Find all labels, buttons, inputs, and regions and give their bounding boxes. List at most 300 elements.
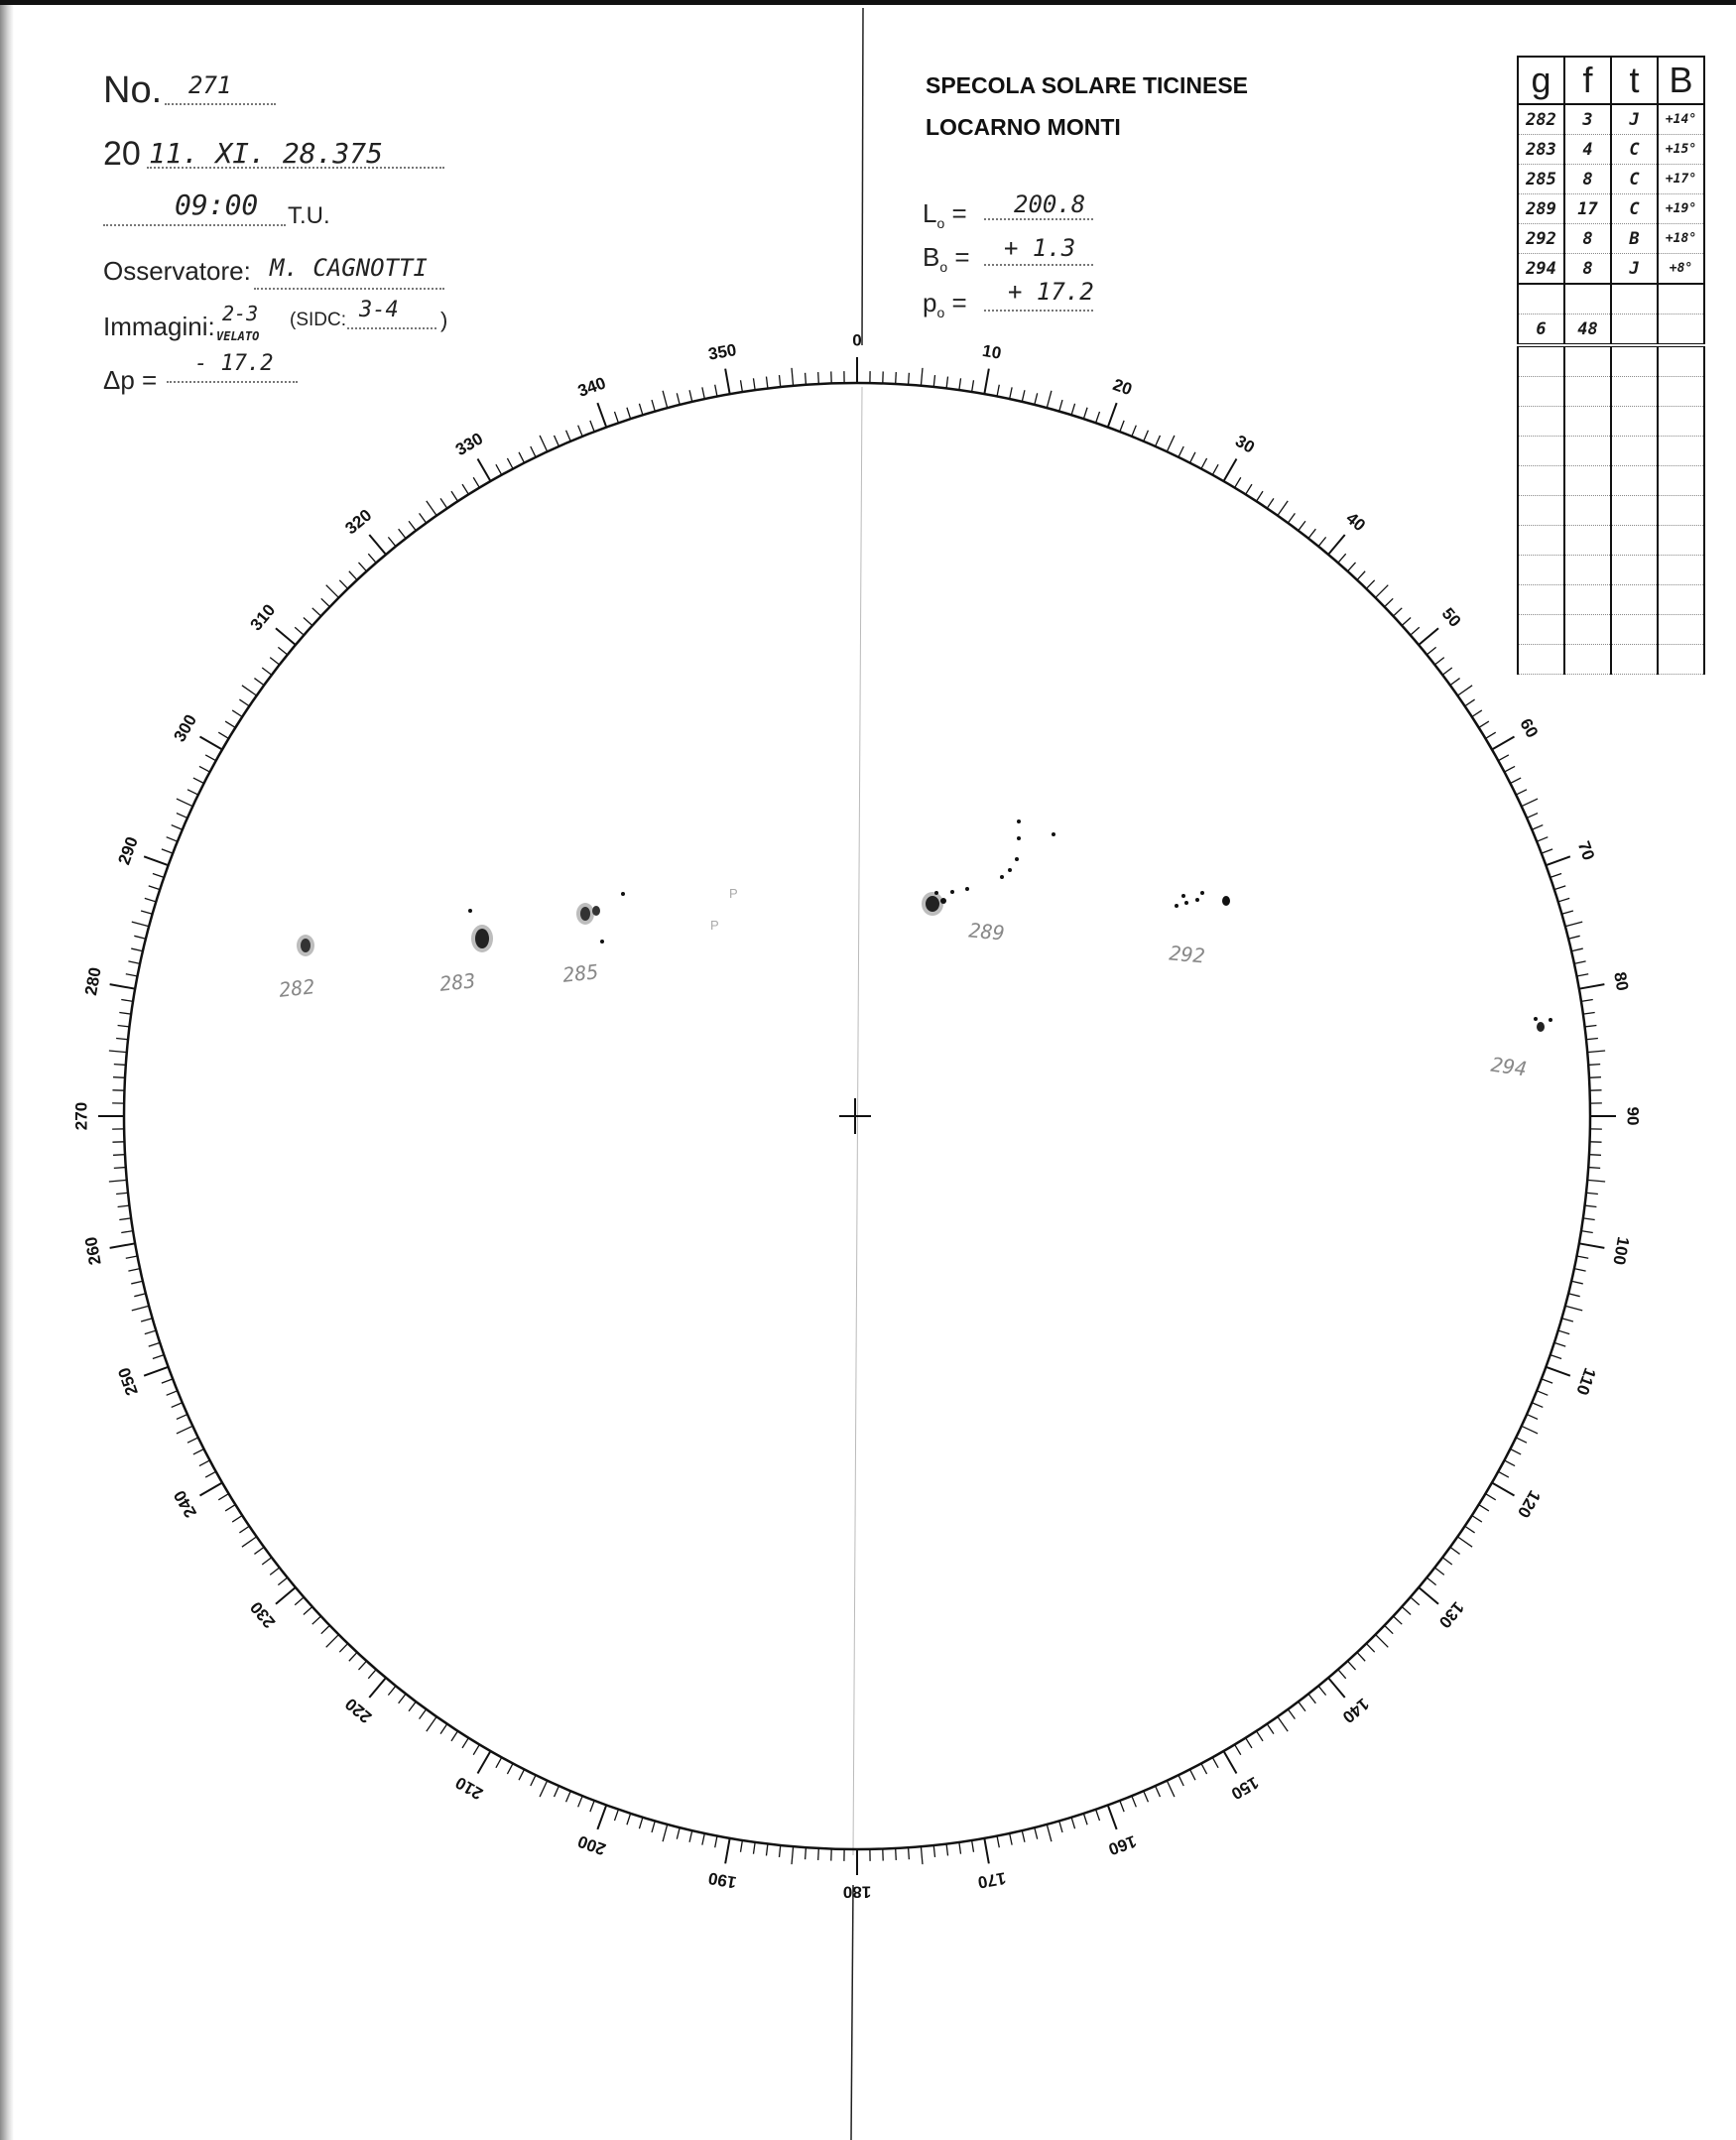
scale-tick xyxy=(792,1846,794,1864)
sunspot-group-label: 289 xyxy=(967,918,1006,945)
scale-tick xyxy=(116,1038,128,1039)
scale-tick xyxy=(167,1391,178,1395)
scale-tick xyxy=(1299,1701,1305,1711)
scale-tick xyxy=(1366,580,1374,589)
scale-tick xyxy=(242,686,257,695)
scale-tick xyxy=(540,436,548,451)
scale-tick xyxy=(1542,1379,1552,1383)
scale-tick xyxy=(1586,1038,1598,1039)
scale-tick xyxy=(1554,1342,1565,1346)
scale-tick xyxy=(1587,1051,1605,1053)
table-cell-f: 8 xyxy=(1564,254,1611,285)
scale-tick xyxy=(921,1846,923,1864)
scale-tick xyxy=(349,571,357,580)
sunspot xyxy=(934,891,938,895)
scale-tick xyxy=(193,1448,204,1453)
scale-tick xyxy=(496,1757,502,1767)
scale-tick xyxy=(1574,1269,1586,1271)
scale-tick xyxy=(1288,513,1295,523)
scale-tick xyxy=(1278,1716,1288,1731)
scale-tick xyxy=(689,1830,692,1842)
scale-tick xyxy=(507,1763,513,1774)
scale-tick xyxy=(1465,699,1475,706)
scale-tick xyxy=(134,936,146,939)
scale-tick xyxy=(172,825,183,830)
scale-tick xyxy=(715,1835,717,1847)
scale-tick xyxy=(409,1701,416,1711)
scale-tick xyxy=(427,1716,436,1731)
scale-tick xyxy=(162,849,173,853)
scale-tick xyxy=(1402,617,1411,625)
images-value: 2-3 xyxy=(222,302,259,325)
scale-tick xyxy=(295,627,304,635)
scale-tick xyxy=(1426,1577,1435,1585)
scale-tick xyxy=(218,1494,228,1500)
scale-label: 40 xyxy=(1342,508,1370,536)
scale-tick xyxy=(116,1193,128,1194)
scale-tick xyxy=(1212,464,1218,474)
scale-tick xyxy=(896,372,897,384)
table-cell-g: 282 xyxy=(1518,104,1564,135)
scale-tick xyxy=(109,1051,127,1053)
scale-tick xyxy=(1120,1801,1124,1812)
scale-tick xyxy=(1479,1505,1489,1511)
scale-tick xyxy=(187,790,198,795)
sunspot xyxy=(1537,1022,1545,1032)
scale-tick xyxy=(1581,1231,1593,1233)
scale-tick xyxy=(1584,1205,1596,1206)
scale-tick xyxy=(1492,737,1515,750)
scale-tick xyxy=(177,799,192,807)
scale-tick xyxy=(1267,1724,1274,1734)
scale-label: 340 xyxy=(574,373,609,401)
scale-tick xyxy=(304,1606,312,1614)
scale-tick xyxy=(1096,1810,1100,1821)
scale-tick xyxy=(199,1483,222,1496)
scale-tick xyxy=(113,1155,125,1156)
scale-tick xyxy=(702,1833,704,1845)
scale-tick xyxy=(1411,1597,1420,1605)
scale-tick xyxy=(566,431,571,441)
table-cell-t: J xyxy=(1611,104,1658,135)
scale-tick xyxy=(1144,431,1149,441)
b0-value: + 1.3 xyxy=(1004,234,1076,262)
scale-label: 190 xyxy=(706,1868,738,1892)
scale-tick xyxy=(1568,936,1580,939)
scale-tick xyxy=(1581,1000,1593,1002)
scale-tick xyxy=(473,477,479,487)
scale-tick xyxy=(1587,1180,1605,1182)
stray-mark: P xyxy=(710,918,719,933)
scale-label: 120 xyxy=(1513,1486,1545,1522)
sunspot-group-label: 282 xyxy=(278,974,316,1002)
scale-tick xyxy=(262,1558,272,1565)
scale-tick xyxy=(896,1848,897,1860)
column-header-t: t xyxy=(1611,57,1658,104)
sunspot-group-label: 294 xyxy=(1489,1052,1529,1081)
scale-tick xyxy=(677,393,680,405)
scale-tick xyxy=(1546,1367,1569,1376)
scale-tick xyxy=(114,1065,126,1066)
column-header-f: f xyxy=(1564,57,1611,104)
scale-tick xyxy=(1558,1330,1569,1334)
sunspot xyxy=(1222,896,1230,906)
scale-tick xyxy=(1584,1025,1596,1026)
scale-tick xyxy=(1527,1415,1538,1420)
scale-tick xyxy=(1120,421,1124,432)
scale-tick xyxy=(321,598,330,606)
sidc-value: 3-4 xyxy=(359,298,399,322)
scale-tick xyxy=(946,1843,947,1855)
scale-tick xyxy=(1504,1460,1515,1466)
sunspot xyxy=(1195,898,1199,902)
scale-tick xyxy=(118,1025,130,1026)
scale-tick xyxy=(1589,1155,1601,1156)
scale-tick xyxy=(278,647,287,655)
scale-tick xyxy=(1434,1568,1443,1574)
scale-tick xyxy=(921,368,923,386)
scale-tick xyxy=(1167,436,1175,451)
table-cell-t: B xyxy=(1611,224,1658,254)
scale-tick xyxy=(677,1827,680,1839)
scale-tick xyxy=(199,737,222,750)
sunspot xyxy=(592,906,600,916)
scale-tick xyxy=(187,1438,198,1443)
scale-tick xyxy=(1189,452,1194,463)
scale-tick xyxy=(358,563,366,571)
delta-p-value: - 17.2 xyxy=(194,351,274,376)
scale-tick xyxy=(933,1845,934,1857)
scale-tick xyxy=(909,1847,910,1859)
scale-tick xyxy=(1224,1751,1237,1774)
scale-tick xyxy=(126,1256,138,1258)
scale-tick xyxy=(519,1769,524,1780)
scale-tick xyxy=(779,375,780,387)
scale-tick xyxy=(997,1835,999,1847)
scale-label: 30 xyxy=(1232,431,1258,457)
scale-tick xyxy=(1338,1670,1346,1679)
scale-tick xyxy=(715,385,717,397)
sunspot-drawings xyxy=(297,819,1552,1032)
scale-tick xyxy=(326,585,339,598)
l0-value: 200.8 xyxy=(1014,190,1086,218)
scale-tick xyxy=(540,1781,548,1797)
scale-tick xyxy=(1442,1558,1452,1565)
scale-tick xyxy=(132,922,149,927)
scale-label: 60 xyxy=(1516,715,1543,741)
scale-tick xyxy=(278,1577,287,1585)
scale-tick xyxy=(972,1840,974,1852)
scale-tick xyxy=(110,1243,136,1248)
sunspot xyxy=(1184,901,1188,905)
scale-tick xyxy=(1542,849,1552,853)
scale-tick xyxy=(1565,922,1582,927)
scale-tick xyxy=(1256,491,1263,501)
scale-tick xyxy=(1485,1494,1495,1500)
sunspot xyxy=(580,907,590,921)
scale-tick xyxy=(1574,961,1586,963)
sunspot xyxy=(301,939,310,952)
scale-tick xyxy=(177,814,187,818)
scale-tick xyxy=(1347,1661,1355,1670)
scale-tick xyxy=(933,375,934,387)
scale-tick xyxy=(1096,412,1100,423)
sidc-close: ) xyxy=(440,308,448,332)
vertical-axis-bottom xyxy=(851,1885,853,2140)
table-cell-b: +8° xyxy=(1658,254,1704,285)
sunspot xyxy=(926,896,939,912)
scale-tick xyxy=(1498,755,1508,761)
scale-tick xyxy=(1156,1786,1161,1797)
scale-label: 10 xyxy=(980,340,1003,363)
scale-label: 180 xyxy=(842,1882,872,1902)
scale-tick xyxy=(193,778,204,783)
scale-label: 280 xyxy=(81,965,105,997)
scale-tick xyxy=(1532,1403,1543,1408)
scale-tick xyxy=(555,1786,559,1797)
scale-tick xyxy=(254,679,264,686)
scale-tick xyxy=(478,458,491,481)
scale-tick xyxy=(663,1825,668,1841)
scale-tick xyxy=(1479,721,1489,727)
scale-tick xyxy=(753,378,755,390)
scale-tick xyxy=(639,404,643,415)
scale-tick xyxy=(368,1670,376,1679)
scale-tick xyxy=(1579,1243,1605,1248)
scale-tick xyxy=(440,498,447,508)
scale-tick xyxy=(462,484,468,494)
sunspot-group-label: 292 xyxy=(1168,941,1206,968)
scale-tick xyxy=(1465,1526,1475,1533)
table-cell-g: 294 xyxy=(1518,254,1564,285)
scale-tick xyxy=(1366,1644,1374,1653)
scale-tick xyxy=(1144,1791,1149,1802)
table-cell-f: 4 xyxy=(1564,135,1611,165)
scale-tick xyxy=(1442,668,1452,675)
sunspot xyxy=(600,940,604,944)
scale-tick xyxy=(496,464,502,474)
scale-label: 210 xyxy=(451,1772,487,1804)
scale-tick xyxy=(121,1000,133,1002)
scale-tick xyxy=(766,377,767,389)
scale-tick xyxy=(132,1306,149,1311)
scale-tick xyxy=(1071,404,1075,415)
scale-tick xyxy=(462,1738,468,1748)
scale-tick xyxy=(984,369,989,395)
scale-tick xyxy=(741,380,743,392)
scale-tick xyxy=(399,529,406,538)
scale-tick xyxy=(725,1838,730,1864)
scale-tick xyxy=(141,1319,153,1322)
sunspot xyxy=(940,898,946,904)
scale-tick xyxy=(909,373,910,385)
table-cell-b: +18° xyxy=(1658,224,1704,254)
observatory-name: SPECOLA SOLARE TICINESE xyxy=(926,72,1249,98)
sunspot xyxy=(468,909,472,913)
scale-tick xyxy=(126,974,138,976)
scale-tick xyxy=(1516,790,1527,795)
scale-tick xyxy=(1583,1012,1595,1014)
scale-tick xyxy=(177,1415,187,1420)
scale-tick xyxy=(959,378,961,390)
stray-mark: P xyxy=(729,886,738,901)
b0-label: $B_o$ = xyxy=(923,242,970,276)
scale-tick xyxy=(1516,1438,1527,1443)
scale-tick xyxy=(818,372,819,384)
scale-label: 270 xyxy=(71,1101,91,1131)
scale-tick xyxy=(276,628,296,645)
scale-tick xyxy=(1510,1448,1521,1453)
sunspot xyxy=(1200,891,1204,895)
table-cell-t: J xyxy=(1611,254,1658,285)
scale-tick xyxy=(369,535,386,555)
scale-tick xyxy=(519,452,524,463)
scale-label: 80 xyxy=(1610,970,1633,993)
scale-tick xyxy=(177,1426,192,1434)
table-total-cell: 48 xyxy=(1564,315,1611,346)
scale-tick xyxy=(1498,1471,1508,1477)
scale-tick xyxy=(1402,1606,1411,1614)
scale-tick xyxy=(149,886,160,890)
scale-tick xyxy=(984,1838,989,1864)
scale-tick xyxy=(1178,1775,1183,1786)
scale-tick xyxy=(119,1012,131,1014)
date-prefix: 20 xyxy=(103,135,141,173)
scale-label: 20 xyxy=(1110,374,1135,400)
scale-tick xyxy=(1246,1738,1252,1748)
scale-tick xyxy=(1527,814,1538,818)
scale-tick xyxy=(1167,1781,1175,1797)
scale-tick xyxy=(1189,1769,1194,1780)
scale-tick xyxy=(1472,710,1482,717)
scale-tick xyxy=(1347,563,1355,571)
scale-tick xyxy=(818,1848,819,1860)
scale-tick xyxy=(1537,837,1548,841)
scale-tick xyxy=(149,1342,160,1346)
scale-label: 350 xyxy=(706,340,738,364)
scale-tick xyxy=(1492,1483,1515,1496)
scale-tick xyxy=(409,521,416,531)
scale-tick xyxy=(121,1231,133,1233)
scale-tick xyxy=(614,412,618,423)
scale-tick xyxy=(652,1821,655,1832)
sunspot xyxy=(1017,819,1021,823)
scale-tick xyxy=(555,436,559,446)
sunspot xyxy=(965,887,969,891)
scale-label: 100 xyxy=(1609,1235,1633,1267)
scale-label: 320 xyxy=(341,505,376,539)
scale-tick xyxy=(254,1547,264,1554)
scale-tick xyxy=(1132,426,1136,437)
scale-label: 70 xyxy=(1573,838,1599,863)
scale-tick xyxy=(451,491,458,501)
scale-tick xyxy=(1308,529,1315,538)
scale-tick xyxy=(1589,1077,1601,1078)
scale-tick xyxy=(420,513,427,523)
scale-tick xyxy=(326,1635,339,1648)
scale-tick xyxy=(451,1731,458,1741)
scale-tick xyxy=(440,1724,447,1734)
scale-label: 290 xyxy=(114,833,142,868)
scale-tick xyxy=(262,668,272,675)
scale-tick xyxy=(1583,1218,1595,1220)
scale-tick xyxy=(312,1616,321,1624)
sunspot xyxy=(1052,832,1055,836)
disk-center-cross xyxy=(839,1098,871,1134)
scale-tick xyxy=(1450,679,1460,686)
scale-tick xyxy=(1235,1744,1241,1754)
scale-tick xyxy=(1522,799,1538,807)
scale-tick xyxy=(141,911,153,914)
scale-tick xyxy=(167,837,178,841)
scale-tick xyxy=(627,1814,631,1825)
scale-tick xyxy=(1550,873,1561,877)
scale-tick xyxy=(1267,498,1274,508)
scale-tick xyxy=(1328,1678,1345,1698)
scale-tick xyxy=(427,501,436,516)
scale-tick xyxy=(507,458,513,469)
scale-tick xyxy=(766,1843,767,1855)
p0-label: $p_o$ = xyxy=(923,288,967,321)
scale-tick xyxy=(339,1644,347,1653)
scale-tick xyxy=(1576,1256,1588,1258)
scale-tick xyxy=(388,537,396,546)
scale-tick xyxy=(627,408,631,419)
scale-tick xyxy=(172,1403,183,1408)
sheet-number-value: 271 xyxy=(188,71,232,99)
scale-tick xyxy=(232,710,242,717)
scale-tick xyxy=(1510,778,1521,783)
scale-tick xyxy=(1411,627,1420,635)
scale-tick xyxy=(663,391,668,408)
scale-tick xyxy=(119,1218,131,1220)
scale-tick xyxy=(578,426,582,437)
scale-tick xyxy=(1083,408,1087,419)
scale-tick xyxy=(225,721,235,727)
scale-tick xyxy=(997,385,999,397)
observatory-location: LOCARNO MONTI xyxy=(926,114,1121,140)
scale-tick xyxy=(1338,554,1346,563)
scale-tick xyxy=(1426,647,1435,655)
scale-tick xyxy=(1178,446,1183,457)
table-cell-b: +15° xyxy=(1658,135,1704,165)
scale-label: 230 xyxy=(246,1597,280,1632)
sunspot-group-label: 285 xyxy=(561,959,600,987)
scale-tick xyxy=(295,1597,304,1605)
scale-tick xyxy=(270,658,279,665)
scale-tick xyxy=(276,1587,296,1604)
sunspot xyxy=(1549,1018,1552,1022)
scale-label: 220 xyxy=(341,1694,376,1727)
scale-tick xyxy=(349,1652,357,1661)
table-cell-g: 283 xyxy=(1518,135,1564,165)
sunspot xyxy=(1015,857,1019,861)
scale-tick xyxy=(702,387,704,399)
table-total-cell: 6 xyxy=(1518,315,1564,346)
scale-tick xyxy=(339,580,347,589)
scale-label: 310 xyxy=(246,600,280,635)
scale-label: 330 xyxy=(451,429,487,460)
scale-tick xyxy=(118,1205,130,1206)
scale-tick xyxy=(1457,686,1472,695)
table-cell-f: 17 xyxy=(1564,194,1611,224)
scale-label: 250 xyxy=(114,1364,142,1399)
sheet-number-label: No. xyxy=(103,69,163,111)
scale-tick xyxy=(110,984,136,989)
scale-tick xyxy=(1561,911,1573,914)
scale-label: 240 xyxy=(170,1486,201,1522)
vertical-axis-top xyxy=(862,8,863,345)
